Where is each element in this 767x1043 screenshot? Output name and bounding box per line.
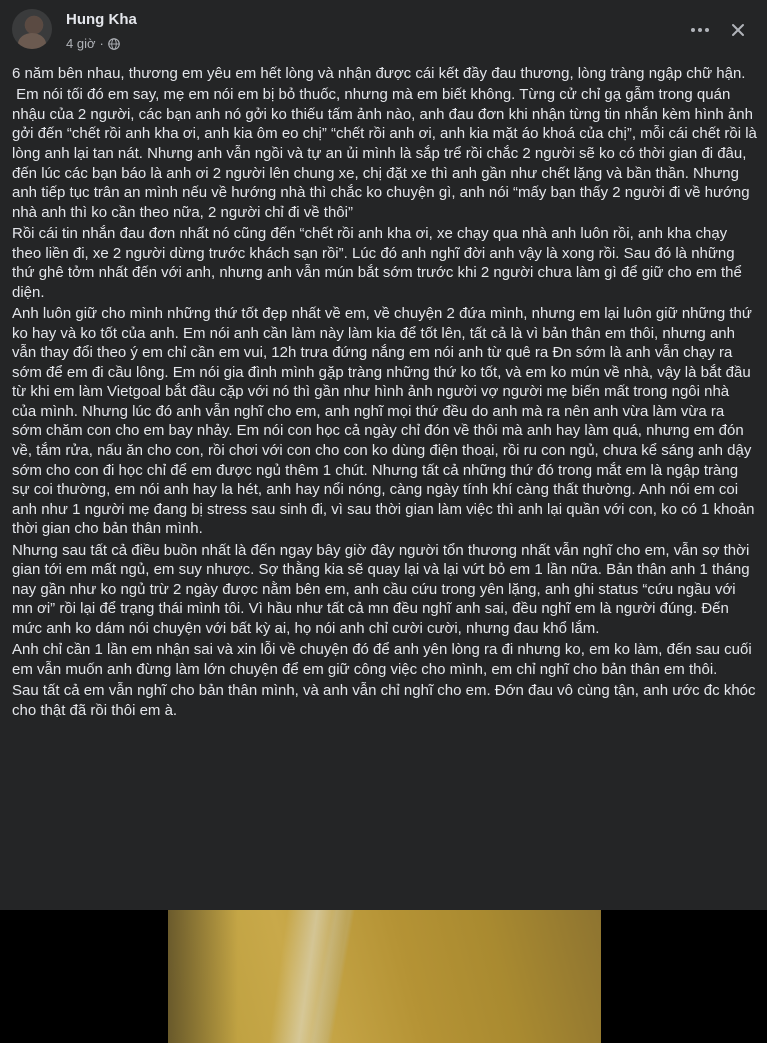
globe-icon[interactable] bbox=[108, 38, 120, 50]
close-icon[interactable] bbox=[722, 14, 754, 46]
post-paragraph: 6 năm bên nhau, thương em yêu em hết lòng và nhận được cái kết đầy đau thương, lòng tràng ngập chữ hận. bbox=[12, 65, 746, 82]
post-header bbox=[0, 0, 767, 56]
post-paragraph: Rồi cái tin nhắn đau đơn nhất nó cũng đến “chết rồi anh kha ơi, xe chạy qua nhà anh luôn rồi, anh kha chạy theo liền đi, xe 2 người dừng trước khách sạn rồi”. Lúc đó anh nghĩ đời anh vậy là xong rồi. Sau đó là những thứ ghê tởm nhất đến với anh, nhưng anh vẫn mún bắt sớm trước khi 2 người chưa làm gì để giữ cho em thể diện. bbox=[12, 224, 746, 301]
post-paragraph: Em nói tối đó em say, mẹ em nói em bị bỏ thuốc, nhưng mà em biết không. Từng cử chỉ gạ gẫm trong quán nhậu của 2 người, các bạn anh nó gởi ko thiếu tấm ảnh nào, anh đau đơn khi nhận từng tin nhắn kèm hình ảnh gởi đến “chết rồi anh kha ơi, anh kia ôm eo chị” “chết rồi anh ơi, anh kia mặt áo khoá của chị”, mỗi cái chết rồi là lòng anh lại tan nát. Nhưng anh vẫn ngồi và tự an ủi mình là sắp trể rồi chắc 2 người sẽ ko có thời gian đi đâu, đến lúc các bạn báo là anh ơi 2 người lên chung xe, chị đặt xe thì anh gần như chết lặng và bần thần. Nhưng anh tiếp tục trân an mình nếu về hướng nhà thì chắc ko chuyện gì, anh nói “mấy bạn thấy 2 người đi về hướng nhà anh thì ko cần theo nữa, 2 người chỉ đi về thôi” bbox=[12, 86, 762, 221]
post-paragraph: Anh chỉ cần 1 lần em nhận sai và xin lỗi về chuyện đó để anh yên lòng ra đi nhưng ko, em ko làm, đến sau cuối em vẫn muốn anh đừng làm lớn chuyện để em giữ công việc cho mình, em chỉ nghĩ cho bản thân em thôi. bbox=[12, 641, 756, 678]
post-media[interactable] bbox=[0, 910, 767, 1043]
post-paragraph: Sau tất cả em vẫn nghĩ cho bản thân mình, và anh vẫn chỉ nghĩ cho em. Đớn đau vô cùng tận, anh ước đc khóc cho thật đã rồi thôi em à. bbox=[12, 681, 760, 719]
post-photo[interactable] bbox=[168, 910, 601, 1043]
post-meta bbox=[66, 36, 120, 51]
post-text bbox=[12, 64, 762, 722]
post-paragraph: Anh luôn giữ cho mình những thứ tốt đẹp nhất về em, về chuyện 2 đứa mình, nhưng em lại luôn giữ những thứ ko hay và ko tốt của anh. Em nói anh cần làm này làm kia để tốt lên, tất cả là vì bản thân em thôi, nhưng anh vẫn thay đổi theo ý em chỉ cần em vui, 12h trưa đứng nắng em nói anh từ quê ra Đn sớm là anh vẫn chạy ra sớm để em đi cầu lông. Em nói gia đình mình gặp tràng những thứ ko tốt, và em ko mún về nhà, vậy là bắt đầu từ khi em làm Vietgoal bắt đầu cặp với nó thì gần như hình ảnh người vợ người mẹ biến mất trong ngôi nhà của mình. Nhưng lúc đó anh vẫn nghĩ cho em, anh nghĩ mọi thứ đều do anh mà ra nên anh vừa làm vừa ra sớm chăm con cho em bay nhảy. Em nói con học cả ngày chỉ đón về thôi mà anh hay làm quá, nhưng em đón về, tắm rửa, nấu ăn cho con, rồi chơi với con cho con ko dùng điện thoại, rồi ru con ngủ, chưa kể sáng anh dậy sớm cho con đi học chỉ để em được ngủ thêm 1 chút. Nhưng tất cả những thứ đó trong mắt em là ngập tràng sự coi thường, em nói anh hay la hét, anh hay nổi nóng, càng ngày tính khí càng thất thường. Anh nói em coi anh như 1 người mẹ đang bị stress sau sinh đi, vì sau thời gian làm việc thì anh lại quần với con, ko có 1 khoản thời gian cho bản thân mình. bbox=[12, 304, 759, 538]
more-icon[interactable] bbox=[684, 14, 716, 46]
post-paragraph: Nhưng sau tất cả điều buồn nhất là đến ngay bây giờ đây người tổn thương nhất vẫn nghĩ cho em, vẫn sợ thời gian tới em mất ngủ, em suy nhược. Sợ thằng kia sẽ quay lại và lại vứt bỏ em 1 lần nữa. Bản thân anh 1 tháng nay gần như ko ngủ trừ 2 ngày được nằm bên em, anh cầu cứu trong yên lặng, anh ghi status “cứu ngầu với mn ơi” rồi lại để trạng thái mình tôi. Vì hầu như tất cả mn đều nghĩ anh sai, đều nghĩ em là người đúng. Đến mức anh ko dám nói chuyện với bất kỳ ai, họ nói anh chỉ cười cười, nhưng đau khổ lắm. bbox=[12, 541, 754, 637]
profile-avatar[interactable] bbox=[12, 9, 52, 49]
post-time[interactable]: 4 giờ bbox=[66, 36, 96, 51]
meta-separator: · bbox=[99, 36, 104, 51]
author-name[interactable]: Hung Kha bbox=[66, 11, 137, 28]
